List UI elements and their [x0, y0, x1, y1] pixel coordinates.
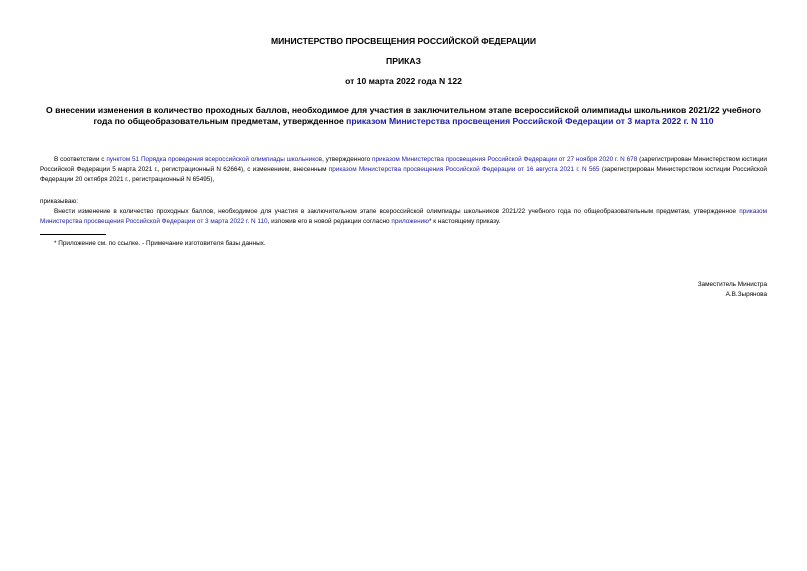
procedure-clause-link[interactable]: пунктом 51 Порядка проведения всероссийской олимпиады школьников: [106, 156, 323, 163]
order-678-link[interactable]: приказом Министерства просвещения Российской Федерации от 27 ноября 2020 г. N 678: [371, 156, 638, 163]
preamble-text-4: (зарегистрирован Министерством юстиции Российской Федерации 20 октября 2021 г., регистрационный N 65495),: [40, 166, 767, 183]
order-110-link[interactable]: приказом Министерства просвещения Российской Федерации от 3 марта 2022 г. N 110: [40, 208, 767, 225]
order-text-3: * к настоящему приказу.: [428, 218, 501, 225]
appendix-link[interactable]: приложению: [391, 218, 429, 225]
footnote-text: * Приложение см. по ссылке. - Примечание изготовителя базы данных.: [54, 240, 266, 247]
order-word: приказываю:: [40, 198, 78, 205]
title-text: О внесении изменения в количество проходных баллов, необходимое для участия в заключительном этапе всероссийской олимпиады школьников 2021/22 учебного года по общеобразовательным предметам, утвержденное: [46, 105, 761, 126]
preamble-text-2: , утвержденного: [322, 156, 372, 163]
footnote-separator: [40, 234, 106, 235]
preamble-text-3: (зарегистрирован Министерством юстиции Российской Федерации 5 марта 2021 г., регистрационный N 62664), с изменением, внесенным: [40, 156, 767, 173]
preamble-paragraph: [40, 155, 767, 185]
order-text-1: Внести изменение в количество проходных баллов, необходимое для участия в заключительном этапе всероссийской олимпиады школьников 2021/22 учебного года по общеобразовательным предметам, утвержденное: [54, 208, 740, 215]
order-text-2: , изложив его в новой редакции согласно: [267, 218, 392, 225]
order-565-link[interactable]: приказом Министерства просвещения Российской Федерации от 16 августа 2021 г. N 565: [328, 166, 600, 173]
ministry-heading: МИНИСТЕРСТВО ПРОСВЕЩЕНИЯ РОССИЙСКОЙ ФЕДЕРАЦИИ: [270, 36, 537, 46]
order-paragraph: [40, 207, 767, 227]
signature-name: А.В.Зырянова: [725, 291, 767, 298]
date-number-heading: от 10 марта 2022 года N 122: [345, 76, 462, 86]
preamble-text-1: В соответствии с: [54, 156, 107, 163]
doc-type-heading: ПРИКАЗ: [386, 56, 421, 66]
title-order-link[interactable]: приказом Министерства просвещения Российской Федерации от 3 марта 2022 г. N 110: [346, 116, 714, 126]
document-title: [40, 105, 767, 127]
signature-position: Заместитель Министра: [697, 281, 767, 288]
